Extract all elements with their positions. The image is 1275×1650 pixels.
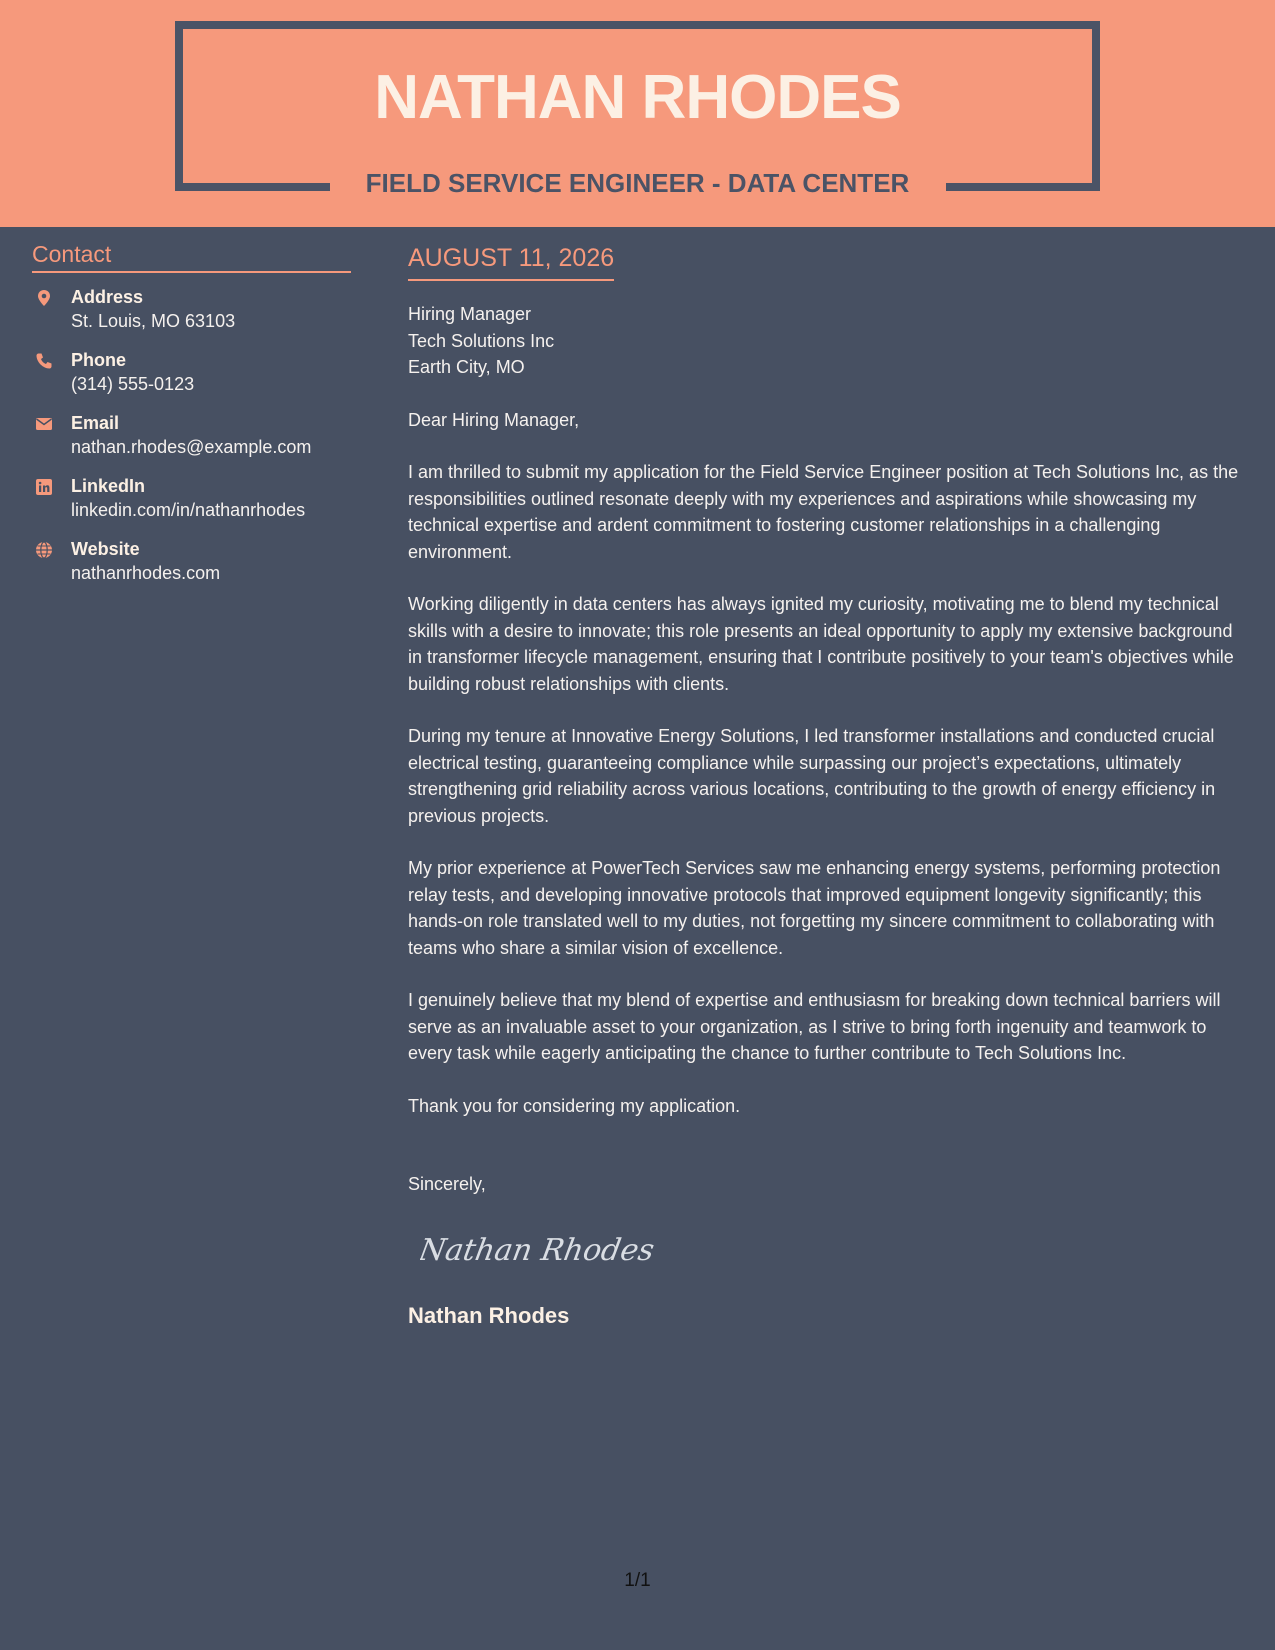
linkedin-icon [35,478,53,496]
envelope-icon [35,415,53,433]
contact-sidebar [32,241,351,600]
closing: Sincerely, [408,1174,486,1194]
recipient-block [408,301,1248,381]
paragraph: I genuinely believe that my blend of expertise and enthusiasm for breaking down technical barriers will serve as an invaluable asset to your organization, as I strive to bring forth ingenuity and teamwork to every task while eagerly anticipating the chance to further contribute to Tech Solutions Inc. [408,990,1221,1063]
applicant-name: NATHAN RHODES [374,63,901,132]
phone-value: (314) 555-0123 [71,374,195,394]
address-value: St. Louis, MO 63103 [71,311,236,331]
letter-date: AUGUST 11, 2026 [408,244,614,281]
paragraph: I am thrilled to submit my application for the Field Service Engineer position at Tech Solutions Inc, as the responsibilities outlined resonate deeply with my experiences and aspirations while showcasing my technical expertise and ardent commitment to fostering customer relationships in a challenging environment. [408,462,1239,562]
contact-label: Email [71,413,120,433]
contact-item-website [32,537,351,600]
contact-item-address [32,285,351,348]
recipient-line: Hiring Manager [408,304,532,324]
svg-text:Nathan Rhodes: Nathan Rhodes [420,1232,657,1268]
paragraph: During my tenure at Innovative Energy Solutions, I led transformer installations and conducted crucial electrical testing, guaranteeing compliance while surpassing our project’s expectations, ultimately strengthening grid reliability across various locations, contributing to the growth of energy efficiency in previous projects. [408,726,1216,826]
recipient-line: Earth City, MO [408,357,525,377]
signer-name: Nathan Rhodes [408,1302,570,1328]
contact-label: Website [71,539,140,559]
recipient-line: Tech Solutions Inc [408,330,555,351]
map-pin-icon [35,289,53,307]
contact-item-linkedin [32,474,351,537]
contact-label: Phone [71,350,127,370]
contact-heading: Contact [32,241,351,273]
handwritten-signature [420,1224,660,1274]
salutation: Dear Hiring Manager, [408,409,580,430]
contact-item-email [32,411,351,474]
contact-label: Address [71,287,144,307]
paragraph: Thank you for considering my application. [408,1095,741,1116]
contact-label: LinkedIn [71,476,146,496]
linkedin-value[interactable]: linkedin.com/in/nathanrhodes [71,500,306,520]
contact-item-phone [32,348,351,411]
email-value[interactable]: nathan.rhodes@example.com [71,437,312,457]
globe-icon [35,541,53,559]
job-title: FIELD SERVICE ENGINEER - DATA CENTER [365,168,910,198]
phone-icon [35,352,53,370]
letter-body [408,244,1248,1329]
page-number: 1/1 [624,1570,651,1591]
header-banner [0,0,1275,227]
paragraph: My prior experience at PowerTech Services saw me enhancing energy systems, performing protection relay tests, and developing innovative protocols that improved equipment longevity significantly; this hands-on role translated well to my duties, not forgetting my sincere commitment to collaborating with teams who share a similar vision of excellence. [408,858,1221,958]
paragraph: Working diligently in data centers has always ignited my curiosity, motivating me to blend my technical skills with a desire to innovate; this role presents an ideal opportunity to apply my extensive background in transformer lifecycle management, ensuring that I contribute positively to your team's objectives while building robust relationships with clients. [408,594,1234,694]
website-value[interactable]: nathanrhodes.com [71,563,221,583]
